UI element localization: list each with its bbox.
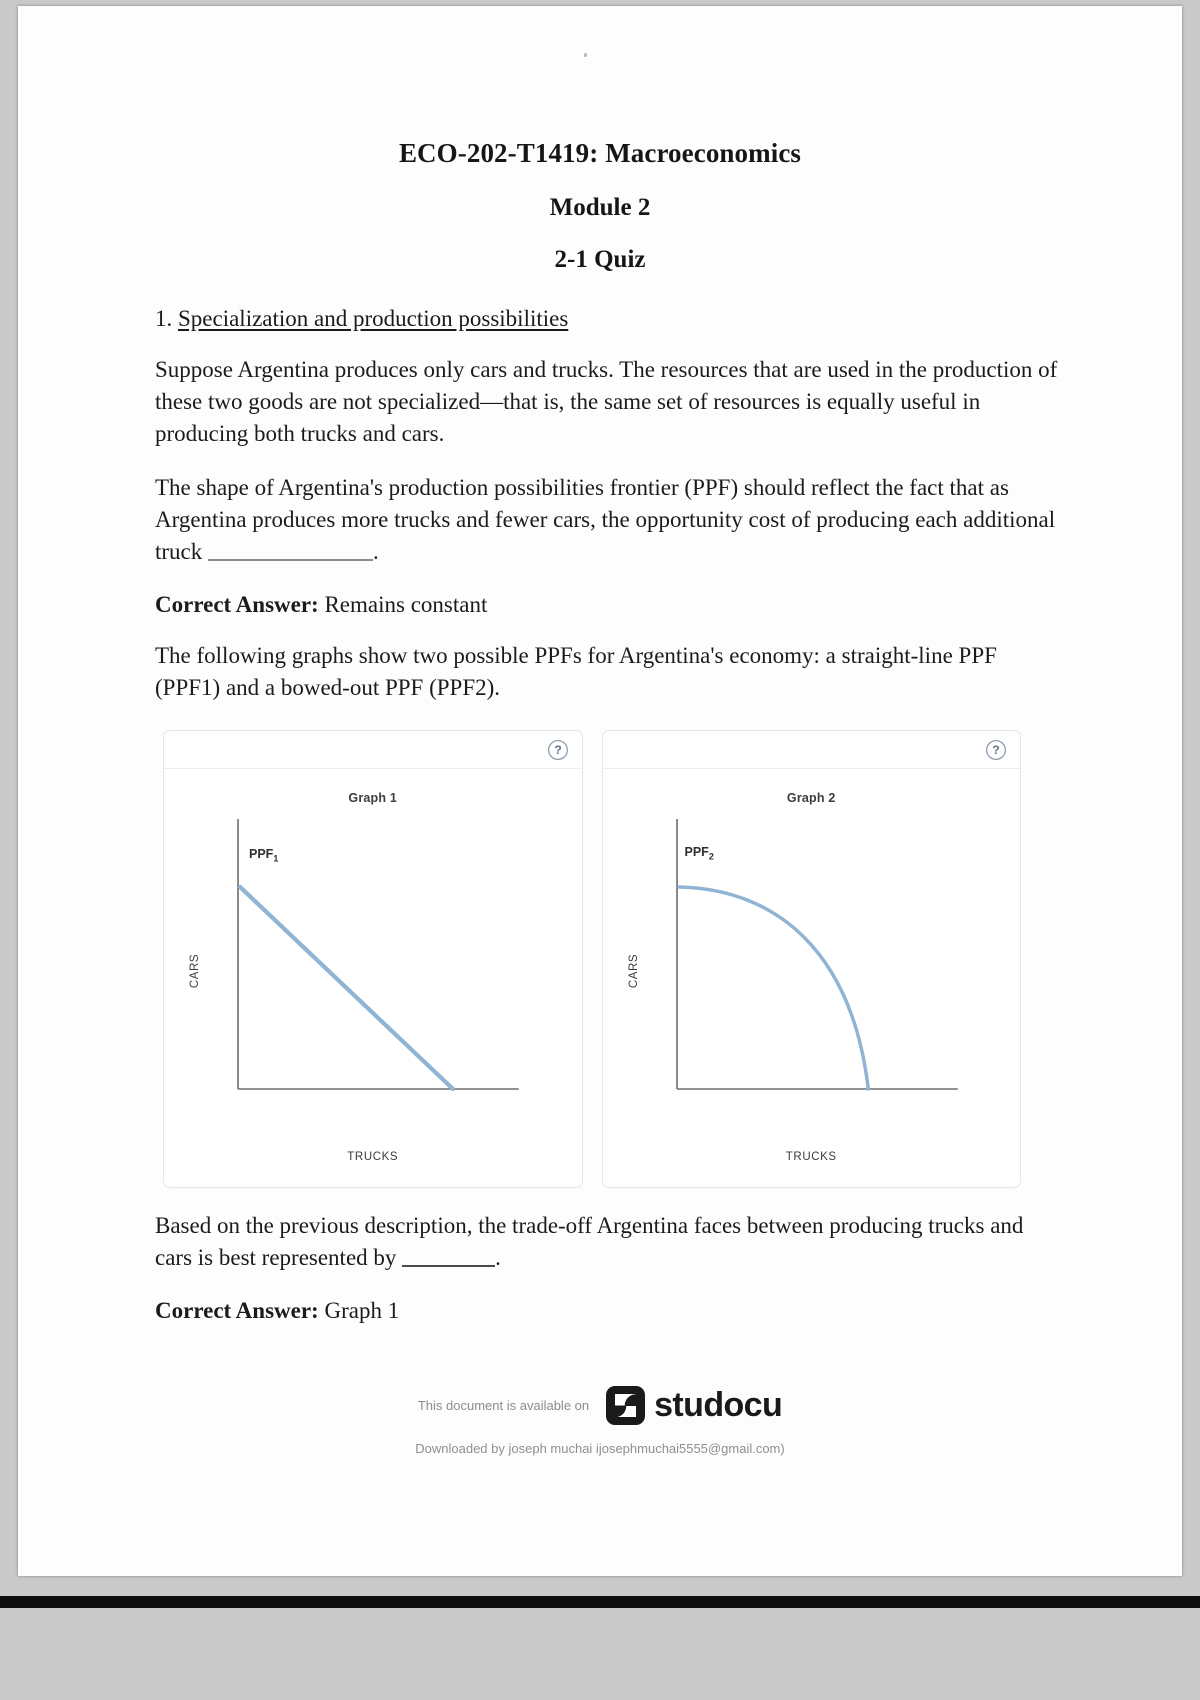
graph-1-ppf-line bbox=[240, 887, 453, 1089]
graph-panels bbox=[163, 730, 1021, 1188]
correct-answer-1-label: Correct Answer: bbox=[155, 591, 319, 617]
svg-text:?: ? bbox=[553, 742, 562, 757]
downloaded-by-text: Downloaded by joseph muchai ijosephmuchai5555@gmail.com) bbox=[415, 1441, 785, 1456]
scan-artifact bbox=[584, 53, 587, 57]
question-mark-icon[interactable] bbox=[985, 739, 1007, 761]
document-subtitle: Module 2 bbox=[549, 194, 651, 221]
question-heading bbox=[155, 306, 1062, 332]
fill-in-blank-2[interactable] bbox=[402, 1251, 495, 1267]
question-paragraph-1: Suppose Argentina produces only cars and trucks. The resources that are used in the production of these two goods are not specialized—that is, the same set of resources is equally useful in producing both trucks and cars. bbox=[155, 357, 1058, 446]
graph-1-curve-label bbox=[249, 847, 278, 864]
studocu-logo[interactable] bbox=[606, 1386, 782, 1425]
graph-2-curve-label bbox=[685, 845, 714, 862]
document-page bbox=[18, 6, 1182, 1576]
graph-2-plot bbox=[603, 801, 1021, 1141]
screenshot-bottom-strip bbox=[0, 1596, 1200, 1608]
graph-panel-1-header bbox=[164, 731, 582, 769]
document-subtitle-2: 2-1 Quiz bbox=[554, 246, 646, 273]
document-available-text: This document is available on bbox=[417, 1398, 590, 1413]
correct-answer-2-label: Correct Answer: bbox=[155, 1297, 319, 1323]
graph-2-x-axis-label: TRUCKS bbox=[785, 1150, 837, 1163]
graph-1-curve-label-sub: 1 bbox=[273, 853, 279, 864]
graph-2-title: Graph 2 bbox=[786, 790, 836, 805]
graph-2-y-axis-label: CARS bbox=[627, 953, 640, 988]
graph-1-y-axis-label: CARS bbox=[189, 953, 202, 988]
graph-1-svg bbox=[164, 801, 582, 1141]
question-mark-icon[interactable] bbox=[547, 739, 569, 761]
graph-2-ppf-curve bbox=[679, 887, 868, 1089]
document-body bbox=[155, 306, 1062, 1324]
question-paragraph-4-period: . bbox=[495, 1244, 501, 1270]
studocu-wordmark: studocu bbox=[654, 1386, 783, 1424]
question-heading-text: Specialization and production possibilities bbox=[178, 306, 569, 331]
question-paragraph-2 bbox=[155, 472, 1062, 568]
document-title: ECO-202-T1419: Macroeconomics bbox=[398, 138, 802, 168]
correct-answer-1-value: Remains constant bbox=[324, 591, 488, 617]
graph-panel-2 bbox=[602, 730, 1022, 1188]
graph-2-curve-label-sub: 2 bbox=[708, 851, 714, 862]
footer-brand-row bbox=[18, 1386, 1182, 1425]
graph-2-svg bbox=[603, 801, 1021, 1141]
graph-1-plot bbox=[164, 801, 582, 1141]
fill-in-blank-1[interactable] bbox=[208, 544, 373, 561]
graph-2-curve-label-base: PPF bbox=[684, 844, 709, 859]
svg-text:?: ? bbox=[992, 742, 1000, 757]
question-paragraph-4-text: Based on the previous description, the trade-off Argentina faces between producing trucks and cars is best represented by bbox=[155, 1212, 1024, 1270]
correct-answer-2 bbox=[155, 1298, 1062, 1324]
graph-panel-1 bbox=[163, 730, 583, 1188]
question-paragraph-4 bbox=[155, 1210, 1062, 1274]
graph-1-title: Graph 1 bbox=[348, 790, 398, 805]
studocu-mark-icon bbox=[606, 1386, 645, 1425]
question-number: 1. bbox=[155, 306, 173, 331]
correct-answer-1 bbox=[155, 592, 1062, 618]
question-paragraph-2-text: The shape of Argentina's production possibilities frontier (PPF) should reflect the fact that as Argentina produces more trucks and fewer cars, the opportunity cost of producing each additional truck bbox=[155, 474, 1056, 564]
correct-answer-2-value: Graph 1 bbox=[324, 1297, 400, 1323]
graph-1-x-axis-label: TRUCKS bbox=[347, 1150, 399, 1163]
question-paragraph-2-period: . bbox=[373, 538, 379, 564]
graph-panel-2-header bbox=[603, 731, 1021, 769]
graph-1-curve-label-base: PPF bbox=[249, 846, 274, 861]
question-paragraph-3: The following graphs show two possible PPFs for Argentina's economy: a straight-line PPF (PPF1) and a bowed-out PPF (PPF2). bbox=[155, 642, 997, 700]
page-footer bbox=[18, 1386, 1182, 1456]
